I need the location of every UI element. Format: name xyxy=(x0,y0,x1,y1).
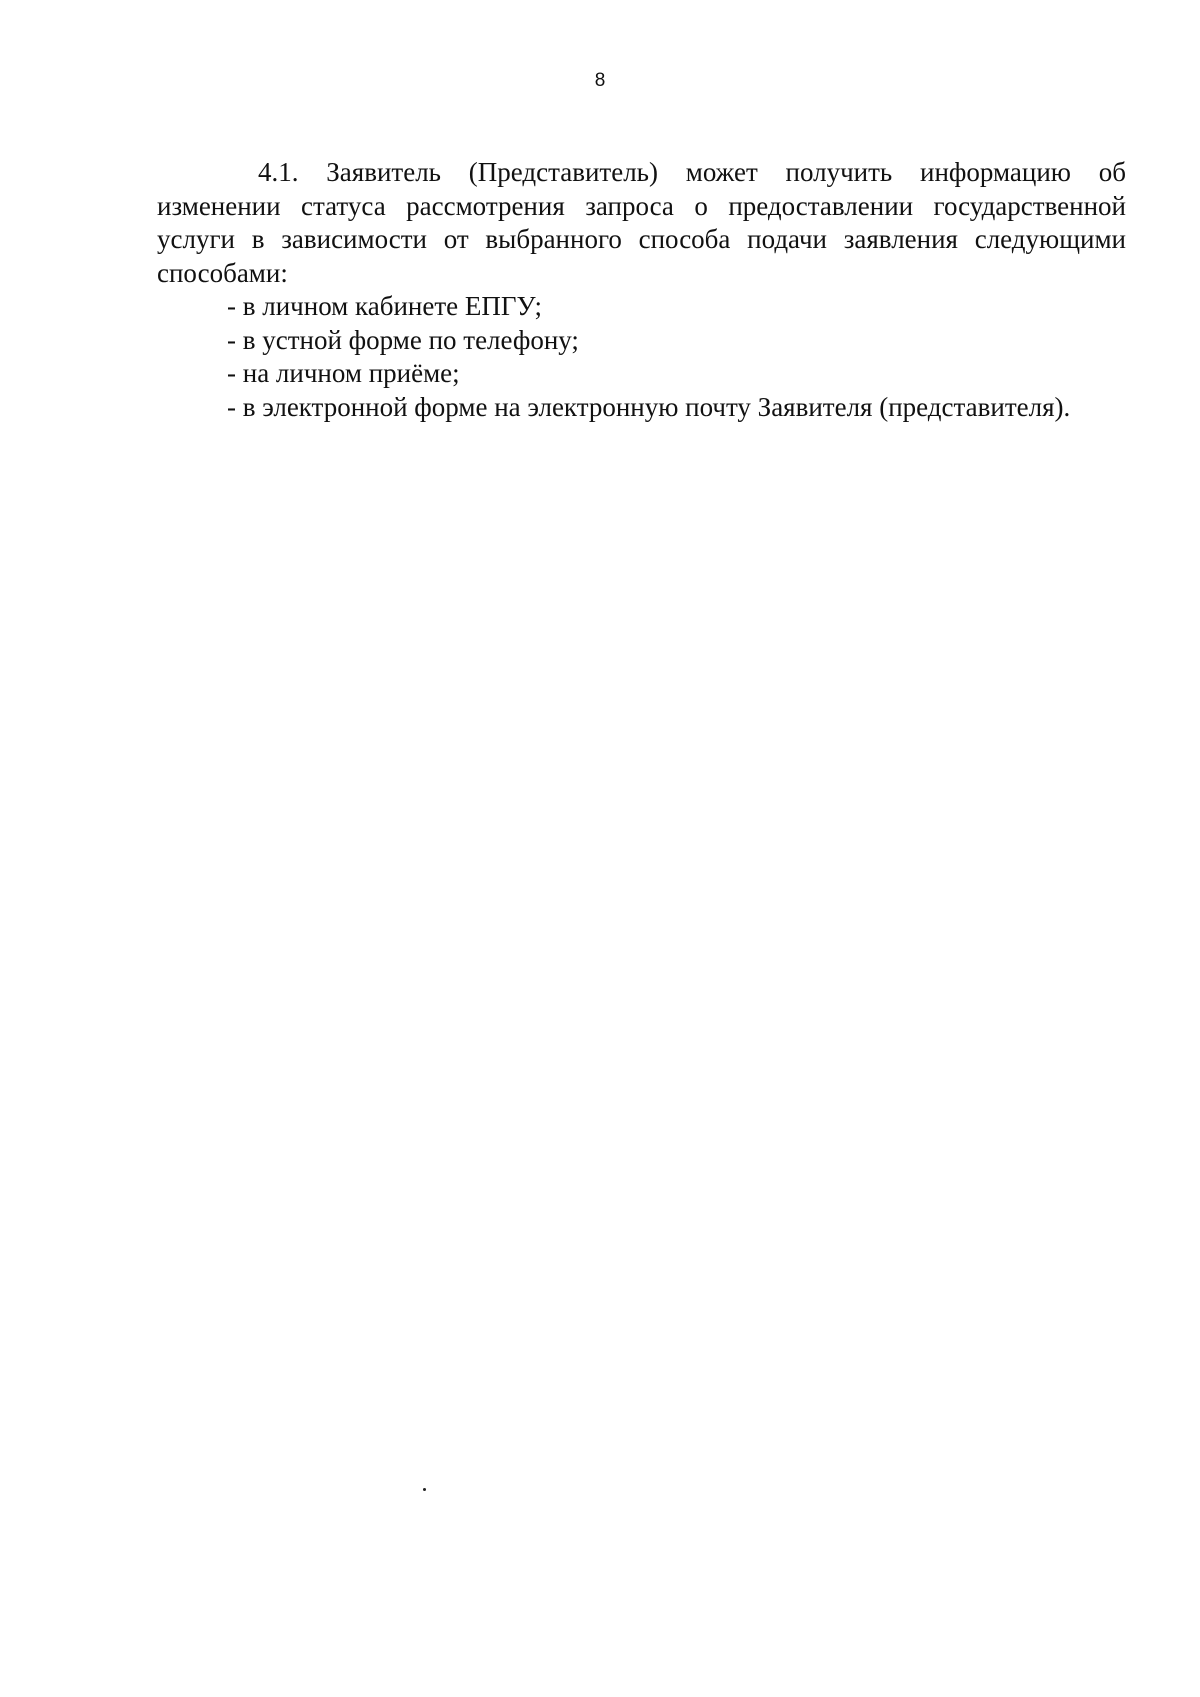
paragraph-line: 4.1. Заявитель (Представитель) может получить информацию об xyxy=(258,157,1126,187)
notification-methods-list xyxy=(157,290,1126,424)
paragraph-line: услуги в зависимости от выбранного способа подачи заявления следующими xyxy=(157,224,1126,254)
list-item: - в электронной форме на электронную почту Заявителя (представителя). xyxy=(227,391,1071,422)
list-item: - в устной форме по телефону; xyxy=(227,324,579,355)
scan-speck xyxy=(423,1488,426,1491)
section-4-1-paragraph xyxy=(157,156,1126,290)
list-item: - в личном кабинете ЕПГУ; xyxy=(227,291,543,321)
paragraph-line: способами: xyxy=(157,257,288,288)
page-number: 8 xyxy=(594,70,606,91)
document-body xyxy=(157,156,1126,424)
list-item: - на личном приёме; xyxy=(227,358,460,388)
paragraph-line: изменении статуса рассмотрения запроса о предоставлении государственной xyxy=(157,190,1126,221)
